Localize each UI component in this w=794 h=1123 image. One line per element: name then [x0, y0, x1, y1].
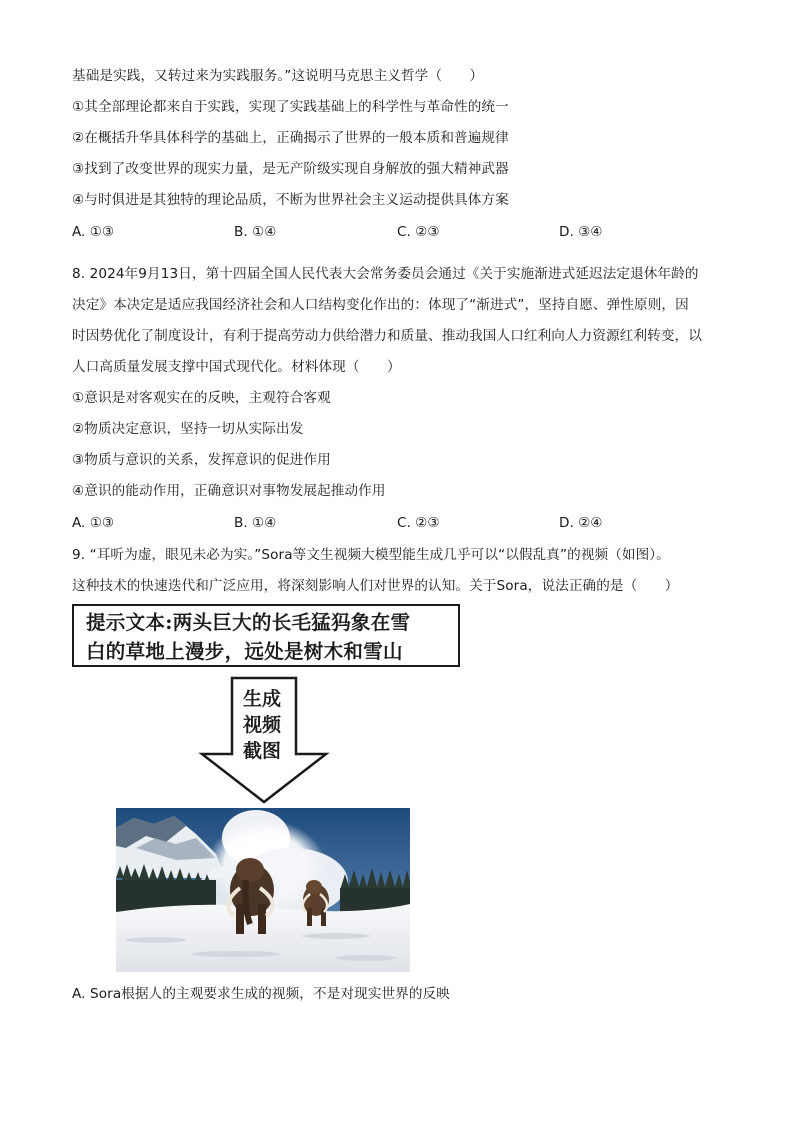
q9-option-a: A. Sora根据人的主观要求生成的视频，不是对现实世界的反映: [72, 986, 450, 1002]
arrow-label-line-2: 视频: [242, 714, 281, 736]
q8-option-d: D. ②④: [559, 515, 603, 531]
generate-arrow: [198, 676, 330, 804]
q8-option-c: C. ②③: [397, 515, 440, 531]
q9-stem-line-2: 这种技术的快速迭代和广泛应用，将深刻影响人们对世界的认知。关于Sora，说法正确的是（ ）: [72, 578, 679, 594]
q8-stem-line-4: 人口高质量发展支撑中国式现代化。材料体现（ ）: [72, 359, 401, 375]
q8-option-a: A. ①③: [72, 515, 115, 531]
q8-statement-1: ①意识是对客观实在的反映，主观符合客观: [72, 390, 331, 406]
q7-statement-2: ②在概括升华具体科学的基础上，正确揭示了世界的一般本质和普遍规律: [72, 130, 509, 146]
q8-option-b: B. ①④: [234, 515, 277, 531]
prompt-text-line-1: 提示文本:两头巨大的长毛猛犸象在雪: [86, 611, 411, 634]
q7-statement-3: ③找到了改变世界的现实力量，是无产阶级实现自身解放的强大精神武器: [72, 161, 509, 177]
q8-stem-line-2: 决定》本决定是适应我国经济社会和人口结构变化作出的：体现了“渐进式”，坚持自愿、弹性原则，因: [72, 297, 689, 313]
prompt-text-box: [72, 604, 460, 667]
q7-statement-1: ①其全部理论都来自于实践，实现了实践基础上的科学性与革命性的统一: [72, 99, 509, 115]
prompt-text-line-2: 白的草地上漫步，远处是树木和雪山: [86, 640, 403, 663]
arrow-label-line-1: 生成: [242, 688, 281, 710]
mammoth-video-screenshot: [116, 808, 410, 972]
q7-option-a: A. ①③: [72, 224, 115, 240]
q8-stem-line-1: 8. 2024年9月13日，第十四届全国人民代表大会常务委员会通过《关于实施渐进式延迟法定退休年龄的: [72, 266, 699, 282]
q7-option-b: B. ①④: [234, 224, 277, 240]
q8-stem-line-3: 时因势优化了制度设计，有利于提高劳动力供给潜力和质量、推动我国人口红利向人力资源红利转变，以: [72, 328, 702, 344]
q7-option-c: C. ②③: [397, 224, 440, 240]
q7-statement-4: ④与时俱进是其独特的理论品质，不断为世界社会主义运动提供具体方案: [72, 192, 509, 208]
q8-statement-2: ②物质决定意识，坚持一切从实际出发: [72, 421, 304, 437]
q8-statement-4: ④意识的能动作用，正确意识对事物发展起推动作用: [72, 483, 386, 499]
q7-stem: 基础是实践，又转过来为实践服务。”这说明马克思主义哲学（ ）: [72, 68, 484, 84]
q9-stem-line-1: 9. “耳听为虚，眼见未必为实。”Sora等文生视频大模型能生成几乎可以“以假乱真”的视频（如图）。: [72, 547, 670, 563]
q8-statement-3: ③物质与意识的关系，发挥意识的促进作用: [72, 452, 331, 468]
arrow-label-line-3: 截图: [242, 740, 281, 762]
q7-option-d: D. ③④: [559, 224, 603, 240]
arrow-label: [234, 686, 290, 764]
